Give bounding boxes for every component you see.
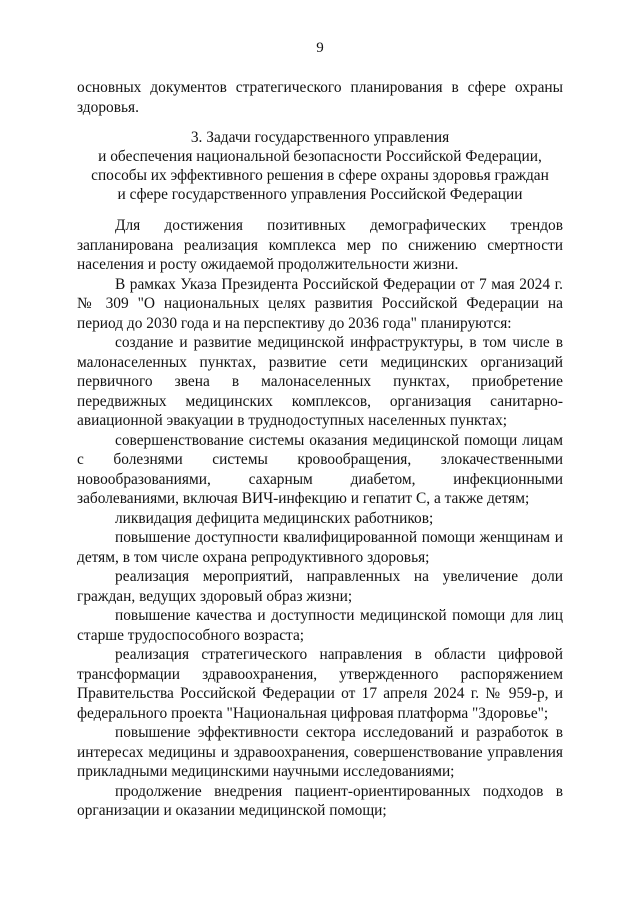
page-number: 9 xyxy=(316,40,324,56)
section-heading xyxy=(77,128,563,204)
list-item-staff-deficit: ликвидация дефицита медицинских работников; xyxy=(115,509,434,527)
list-item-research-efficiency: повышение эффективности сектора исследований и разработок в интересах медицины и здравоохранения, совершенствование управления прикладными медицинскими научными исследованиями; xyxy=(77,724,563,780)
intro-paragraph: основных документов стратегического планирования в сфере охраны здоровья. xyxy=(77,79,563,116)
list-item-elderly-care: повышение качества и доступности медицинской помощи для лиц старше трудоспособного возраста; xyxy=(77,607,563,644)
list-item-women-children-care: повышение доступности квалифицированной помощи женщинам и детям, в том числе охрана репродуктивного здоровья; xyxy=(77,529,563,566)
section-heading-line-2: и обеспечения национальной безопасности Российской Федерации, xyxy=(98,148,542,165)
section-body xyxy=(77,216,563,821)
paragraph-presidential-decree: В рамках Указа Президента Российской Федерации от 7 мая 2024 г. № 309 "О национальных целях развития Российской Федерации на период до 2030 года и на перспективу до 2036 года" планируются: xyxy=(77,275,563,332)
list-item-healthy-lifestyle: реализация мероприятий, направленных на увеличение доли граждан, ведущих здоровый образ жизни; xyxy=(77,568,563,605)
list-item-medical-care-system: совершенствование системы оказания медицинской помощи лицам с болезнями системы кровообращения, злокачественными новообразованиями, сахарным диабетом, инфекционными заболеваниями, включая ВИЧ-инфекцию и гепатит С, а также детям; xyxy=(77,431,563,507)
section-heading-line-4: и сфере государственного управления Российской Федерации xyxy=(117,186,523,203)
list-item-medical-infrastructure: создание и развитие медицинской инфраструктуры, в том числе в малонаселенных пунктах, развитие сети медицинских организаций первичного звена в малонаселенных пунктах, приобретение передвижных медицинских комплексов, организация санитарно-авиационной эвакуации в труднодоступных населенных пунктах; xyxy=(77,334,563,429)
list-item-patient-oriented: продолжение внедрения пациент-ориентированных подходов в организации и оказании медицинской помощи; xyxy=(77,782,563,819)
paragraph-demographic-trends: Для достижения позитивных демографических трендов запланирована реализация комплекса мер по снижению смертности населения и росту ожидаемой продолжительности жизни. xyxy=(77,217,563,273)
list-item-digital-transformation: реализация стратегического направления в области цифровой трансформации здравоохранения, утвержденного распоряжением Правительства Российской Федерации от 17 апреля 2024 г. № 959-р, и федерального проекта "Национальная цифровая платформа "Здоровье"; xyxy=(77,646,563,722)
section-heading-line-3: способы их эффективного решения в сфере охраны здоровья граждан xyxy=(91,167,549,184)
intro-block xyxy=(77,78,563,117)
section-heading-line-1: 3. Задачи государственного управления xyxy=(190,129,450,146)
